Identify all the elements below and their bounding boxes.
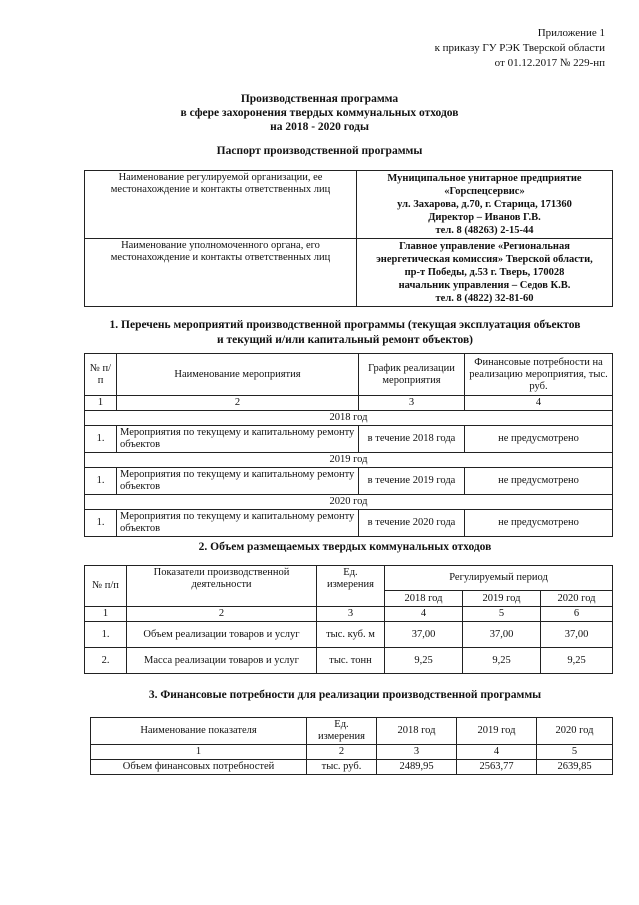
row-number: 1. xyxy=(85,510,117,537)
col-number: 3 xyxy=(377,745,457,760)
col-header: 2018 год xyxy=(377,718,457,745)
value-line: тел. 8 (48263) 2-15-44 xyxy=(435,225,534,236)
col-number: 1 xyxy=(85,396,117,411)
section1-heading xyxy=(60,318,630,348)
year-row xyxy=(85,411,613,426)
unit: тыс. руб. xyxy=(307,760,377,775)
appendix-header xyxy=(435,26,605,71)
col-number-row xyxy=(91,745,613,760)
year-row xyxy=(85,453,613,468)
col-number: 4 xyxy=(465,396,613,411)
indicator-name: Объем реализации товаров и услуг xyxy=(127,622,317,648)
value-line: пр-т Победы, д.53 г. Тверь, 170028 xyxy=(404,267,565,278)
section1-heading-line: и текущий и/или капитальный ремонт объектов) xyxy=(216,334,473,346)
col-header: Наименование мероприятия xyxy=(117,354,359,396)
indicator-name: Масса реализации товаров и услуг xyxy=(127,648,317,674)
passport-value xyxy=(357,171,613,239)
value-cell: 37,00 xyxy=(385,622,463,648)
activity-schedule: в течение 2018 года xyxy=(359,426,465,453)
title-line-1: Производственная программа xyxy=(240,93,399,105)
col-number: 5 xyxy=(463,607,541,622)
col-number: 3 xyxy=(359,396,465,411)
table-row xyxy=(85,468,613,495)
section1-heading-line: 1. Перечень мероприятий производственной программы (текущая эксплуатация объектов xyxy=(109,319,581,331)
value-line: Директор – Иванов Г.В. xyxy=(428,212,541,223)
table-header-row xyxy=(91,718,613,745)
row-number: 1. xyxy=(85,468,117,495)
value-line: ул. Захарова, д.70, г. Старица, 171360 xyxy=(397,199,572,210)
col-header: Наименование показателя xyxy=(91,718,307,745)
value-cell: 9,25 xyxy=(463,648,541,674)
appendix-line: Приложение 1 xyxy=(537,27,605,39)
col-number: 2 xyxy=(117,396,359,411)
row-number: 2. xyxy=(85,648,127,674)
passport-heading: Паспорт производственной программы xyxy=(216,145,423,157)
value-cell: 2563,77 xyxy=(457,760,537,775)
col-header: Финансовые потребности на реализацию мероприятия, тыс. руб. xyxy=(465,354,613,396)
activity-name: Мероприятия по текущему и капитальному ремонту объектов xyxy=(117,426,359,453)
activity-name: Мероприятия по текущему и капитальному ремонту объектов xyxy=(117,468,359,495)
value-line: тел. 8 (4822) 32-81-60 xyxy=(435,293,534,304)
col-number: 6 xyxy=(541,607,613,622)
passport-label: Наименование уполномоченного органа, его местонахождение и контакты ответственных лиц xyxy=(85,239,357,307)
passport-value xyxy=(357,239,613,307)
activity-finance: не предусмотрено xyxy=(465,510,613,537)
value-line: «Горспецсервис» xyxy=(444,186,525,197)
unit: тыс. тонн xyxy=(317,648,385,674)
passport-row xyxy=(85,171,613,239)
section2-table xyxy=(84,565,613,674)
col-number: 1 xyxy=(91,745,307,760)
table-row xyxy=(85,622,613,648)
table-row xyxy=(85,648,613,674)
activity-schedule: в течение 2019 года xyxy=(359,468,465,495)
section1-table xyxy=(84,353,613,537)
activity-finance: не предусмотрено xyxy=(465,426,613,453)
col-header: 2020 год xyxy=(537,718,613,745)
col-number: 2 xyxy=(307,745,377,760)
document-title xyxy=(0,92,639,134)
section3-table xyxy=(90,717,613,775)
row-number: 1. xyxy=(85,426,117,453)
unit: тыс. куб. м xyxy=(317,622,385,648)
passport-label: Наименование регулируемой организации, ее местонахождение и контакты ответственных лиц xyxy=(85,171,357,239)
col-number: 4 xyxy=(385,607,463,622)
col-header: 2019 год xyxy=(457,718,537,745)
col-number: 1 xyxy=(85,607,127,622)
year-header: 2019 год xyxy=(463,591,541,607)
value-cell: 9,25 xyxy=(385,648,463,674)
col-header: График реализации мероприятия xyxy=(359,354,465,396)
value-line: начальник управления – Седов К.В. xyxy=(398,280,571,291)
passport-table xyxy=(84,170,613,307)
year-row xyxy=(85,495,613,510)
value-line: Муниципальное унитарное предприятие xyxy=(387,173,582,184)
activity-schedule: в течение 2020 года xyxy=(359,510,465,537)
order-date-line: от 01.12.2017 № 229-нп xyxy=(494,57,605,69)
order-line: к приказу ГУ РЭК Тверской области xyxy=(434,42,605,54)
col-number-row xyxy=(85,607,613,622)
table-header-row xyxy=(85,566,613,591)
section2-heading: 2. Объем размещаемых твердых коммунальных отходов xyxy=(198,541,492,553)
year-label: 2019 год xyxy=(85,453,613,468)
col-header: № п/п xyxy=(85,354,117,396)
value-cell: 37,00 xyxy=(463,622,541,648)
col-number: 3 xyxy=(317,607,385,622)
value-cell: 9,25 xyxy=(541,648,613,674)
value-cell: 2639,85 xyxy=(537,760,613,775)
title-line-2: в сфере захоронения твердых коммунальных отходов xyxy=(180,107,459,119)
col-header: Ед. измерения xyxy=(307,718,377,745)
col-number: 5 xyxy=(537,745,613,760)
table-row xyxy=(85,426,613,453)
year-header: 2018 год xyxy=(385,591,463,607)
col-number: 4 xyxy=(457,745,537,760)
col-header: Ед. измерения xyxy=(317,566,385,607)
period-header: Регулируемый период xyxy=(385,566,613,591)
table-header-row xyxy=(85,354,613,396)
value-line: энергетическая комиссия» Тверской области, xyxy=(376,254,593,265)
year-header: 2020 год xyxy=(541,591,613,607)
title-line-3: на 2018 - 2020 годы xyxy=(270,121,369,133)
row-number: 1. xyxy=(85,622,127,648)
value-line: Главное управление «Региональная xyxy=(399,241,570,252)
activity-finance: не предусмотрено xyxy=(465,468,613,495)
col-header: № п/п xyxy=(85,566,127,607)
year-label: 2020 год xyxy=(85,495,613,510)
table-row xyxy=(91,760,613,775)
col-number: 2 xyxy=(127,607,317,622)
table-row xyxy=(85,510,613,537)
year-label: 2018 год xyxy=(85,411,613,426)
activity-name: Мероприятия по текущему и капитальному ремонту объектов xyxy=(117,510,359,537)
passport-row xyxy=(85,239,613,307)
value-cell: 2489,95 xyxy=(377,760,457,775)
section3-heading: 3. Финансовые потребности для реализации производственной программы xyxy=(148,689,542,701)
indicator-name: Объем финансовых потребностей xyxy=(91,760,307,775)
col-header: Показатели производственной деятельности xyxy=(127,566,317,607)
col-number-row xyxy=(85,396,613,411)
value-cell: 37,00 xyxy=(541,622,613,648)
